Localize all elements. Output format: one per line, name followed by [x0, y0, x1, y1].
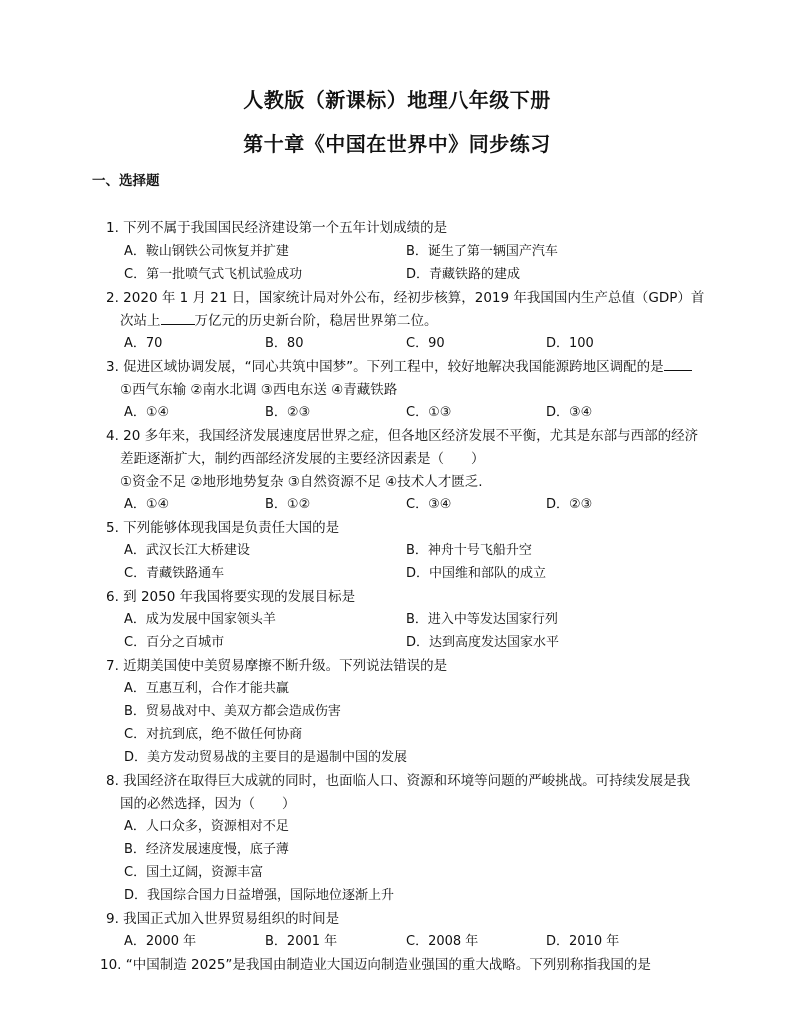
question-4-option-a: A．①④ [124, 497, 170, 512]
question-6-stem: 6. 到 2050 年我国将要实现的发展目标是 [106, 589, 356, 605]
question-10-stem: 10. “中国制造 2025”是我国由制造业大国迈向制造业强国的重大战略。下列别称指我国的是 [100, 957, 651, 973]
question-1-option-c: C．第一批喷气式飞机试验成功 [124, 267, 303, 282]
question-2-stem-line2: 次站上 万亿元的历史新台阶，稳居世界第二位。 [120, 313, 438, 329]
document-subtitle: 第十章《中国在世界中》同步练习 [243, 132, 551, 156]
question-9-option-b: B．2001 年 [265, 934, 338, 949]
question-2-option-b: B．80 [265, 336, 304, 351]
document-title: 人教版（新课标）地理八年级下册 [243, 88, 551, 112]
question-6-option-a: A．成为发展中国家领头羊 [124, 612, 276, 627]
question-4-option-c: C．③④ [406, 497, 452, 512]
question-4-option-d: D．②③ [546, 497, 593, 512]
question-5-option-c: C．青藏铁路通车 [124, 566, 225, 581]
question-4-option-b: B．①② [265, 497, 311, 512]
question-6-option-b: B．进入中等发达国家行列 [406, 612, 558, 627]
question-7-option-c: C．对抗到底，绝不做任何协商 [124, 727, 303, 742]
question-7-option-b: B．贸易战对中、美双方都会造成伤害 [124, 704, 341, 719]
question-1-option-b: B．诞生了第一辆国产汽车 [406, 244, 558, 259]
question-3-stem-line1: 3. 促进区域协调发展，“同心共筑中国梦”。下列工程中，较好地解决我国能源跨地区调配的是 [106, 358, 692, 376]
question-6-option-d: D．达到高度发达国家水平 [406, 635, 560, 650]
question-9-option-d: D．2010 年 [546, 934, 620, 949]
question-2-option-a: A．70 [124, 336, 163, 351]
question-7-stem: 7. 近期美国使中美贸易摩擦不断升级。下列说法错误的是 [106, 658, 448, 674]
question-3-option-c: C．①③ [406, 405, 452, 420]
question-3-stem-line2: ①西气东输 ②南水北调 ③西电东送 ④青藏铁路 [120, 382, 398, 398]
answer-blank [161, 312, 195, 325]
question-5-option-a: A．武汉长江大桥建设 [124, 543, 250, 558]
question-3-option-b: B．②③ [265, 405, 311, 420]
question-8-option-c: C．国土辽阔，资源丰富 [124, 865, 264, 880]
question-1-stem: 1. 下列不属于我国国民经济建设第一个五年计划成绩的是 [106, 220, 448, 236]
question-2-stem-line1: 2. 2020 年 1 月 21 日，国家统计局对外公布，经初步核算，2019 年我国国内生产总值（GDP）首 [106, 290, 705, 306]
question-2-option-d: D．100 [546, 336, 594, 351]
question-4-stem-line3: ①资金不足 ②地形地势复杂 ③自然资源不足 ④技术人才匮乏. [120, 474, 483, 490]
question-9-option-c: C．2008 年 [406, 934, 479, 949]
question-5-option-d: D．中国维和部队的成立 [406, 566, 547, 581]
answer-blank [664, 358, 692, 371]
question-5-stem: 5. 下列能够体现我国是负责任大国的是 [106, 520, 340, 536]
question-1-option-a: A．鞍山钢铁公司恢复并扩建 [124, 244, 289, 259]
question-9-option-a: A．2000 年 [124, 934, 197, 949]
question-8-stem-line1: 8. 我国经济在取得巨大成就的同时，也面临人口、资源和环境等问题的严峻挑战。可持续发展是我 [106, 773, 691, 789]
question-2-option-c: C．90 [406, 336, 445, 351]
question-7-option-d: D．美方发动贸易战的主要目的是遏制中国的发展 [124, 750, 408, 765]
question-1-option-d: D．青藏铁路的建成 [406, 267, 521, 282]
question-5-option-b: B．神舟十号飞船升空 [406, 543, 532, 558]
question-6-option-c: C．百分之百城市 [124, 635, 225, 650]
question-9-stem: 9. 我国正式加入世界贸易组织的时间是 [106, 911, 340, 927]
question-3-option-a: A．①④ [124, 405, 170, 420]
question-8-stem-line2: 国的必然选择，因为（ ） [120, 796, 296, 812]
question-8-option-b: B．经济发展速度慢，底子薄 [124, 842, 289, 857]
question-8-option-d: D．我国综合国力日益增强，国际地位逐渐上升 [124, 888, 395, 903]
question-3-option-d: D．③④ [546, 405, 593, 420]
question-4-stem-line2: 差距逐渐扩大，制约西部经济发展的主要经济因素是（ ） [120, 451, 485, 467]
question-8-option-a: A．人口众多，资源相对不足 [124, 819, 289, 834]
question-4-stem-line1: 4. 20 多年来，我国经济发展速度居世界之症，但各地区经济发展不平衡，尤其是东部与西部的经济 [106, 428, 699, 444]
section-heading: 一、选择题 [92, 173, 160, 189]
question-7-option-a: A．互惠互利，合作才能共赢 [124, 681, 289, 696]
